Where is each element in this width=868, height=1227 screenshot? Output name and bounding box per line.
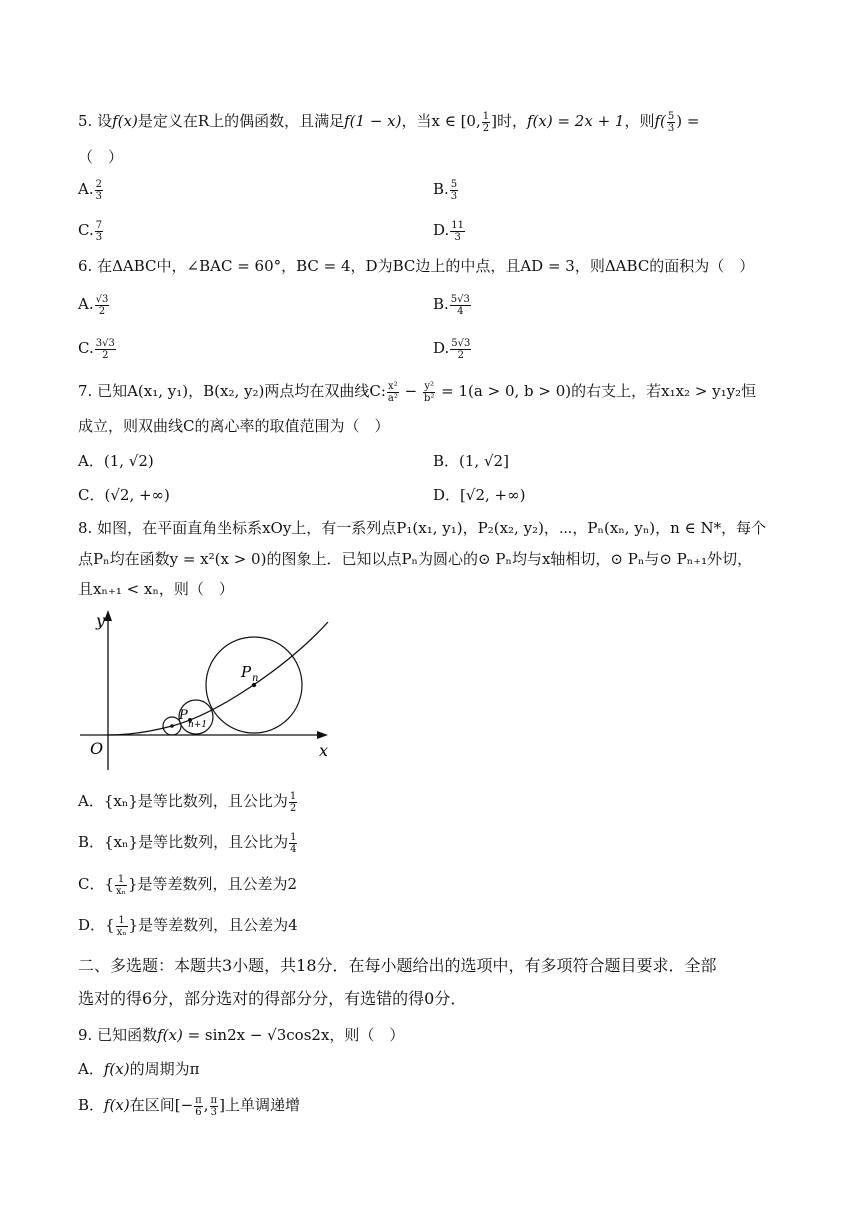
pn-label: P <box>241 663 252 681</box>
section2-line1: 二、多选题：本题共3小题，共18分．在每小题给出的选项中，有多项符合题目要求．全部 <box>78 956 717 975</box>
x-label: x <box>319 741 329 760</box>
q8-line2: 点Pₙ均在函数y = x²(x > 0)的图象上．已知以点Pₙ为圆心的⊙ Pₙ均与x轴相切，⊙ Pₙ与⊙ Pₙ₊₁外切， <box>78 550 753 568</box>
point-small <box>170 724 174 728</box>
q5-text-a: 是定义在R上的偶函数，且满足 <box>137 112 345 130</box>
q6-option-c[interactable]: C. $\frac{3√3}{2}$ <box>78 337 115 361</box>
q9-text: 9. 已知函数f(x) = sin2x − √3cos2x，则（ ） <box>78 1026 405 1044</box>
q5-f-2x1: f(x) = 2x + 1 <box>526 112 625 130</box>
q5-five-thirds: $\frac{5}{3}$ <box>667 110 675 134</box>
q5-option-d[interactable]: D. $\frac{11}{3}$ <box>433 219 464 243</box>
q8-line3: 且xₙ₊₁ < xₙ，则（ ） <box>78 580 234 598</box>
q5-f-1mx: f(1 − x) <box>344 112 402 130</box>
q5-line1 <box>78 110 699 134</box>
q8-option-b[interactable]: B．{xₙ}是等比数列，且公比为 $\frac{1}{4}$ <box>78 831 297 855</box>
q5-text-b: ，当x ∈ [0, <box>401 112 481 130</box>
q5-eq: = <box>682 112 700 130</box>
origin-label: O <box>90 739 104 758</box>
q5-f53: f( <box>654 112 666 130</box>
q5-close: ) <box>676 112 683 130</box>
parabola-curve <box>108 622 328 735</box>
q5-fx: f(x) <box>112 112 138 130</box>
q6-option-b[interactable]: B. $\frac{5√3}{4}$ <box>433 293 470 317</box>
q9-option-b[interactable]: B．f(x)在区间[− $\frac{\pi}{6}$ , $\frac{\pi}{3}$ ]上单调递增 <box>78 1094 300 1118</box>
q8-line1: 8. 如图，在平面直角坐标系xOy上，有一系列点P₁(x₁, y₁)，P₂(x₂, y₂)，⋯，Pₙ(xₙ, yₙ)，n ∈ N*，每个 <box>78 519 767 537</box>
section2-line2: 选对的得6分，部分选对的得部分分，有选错的得0分． <box>78 989 467 1008</box>
y-axis-arrow-icon <box>104 610 112 621</box>
q7-option-c[interactable]: C．(√2, +∞) <box>78 486 170 504</box>
q5-prefix: 5. 设 <box>78 112 113 130</box>
q8-option-c[interactable]: C．{ $\frac{1}{\text{xₙ}}$ }是等差数列，且公差为2 <box>78 873 298 897</box>
q7-option-b[interactable]: B．(1, √2] <box>433 452 509 470</box>
q9-option-a[interactable]: A．f(x)的周期为π <box>78 1060 200 1078</box>
q8-option-d[interactable]: D．{ $\frac{1}{\text{xₙ}}$ }是等差数列，且公差为4 <box>78 914 298 938</box>
q5-text-c: ]时， <box>491 112 527 130</box>
y-label: y <box>96 611 106 630</box>
pn1-sub: n+1 <box>188 720 208 730</box>
q7-option-a[interactable]: A．(1, √2) <box>78 452 154 470</box>
q8-option-a[interactable]: A．{xₙ}是等比数列，且公比为 $\frac{1}{2}$ <box>78 790 297 814</box>
q5-text-d: ，则 <box>624 112 655 130</box>
q5-half: $\frac{1}{2}$ <box>482 110 490 134</box>
q5-option-a[interactable]: A. $\frac{2}{3}$ <box>78 178 102 202</box>
x-axis-arrow-icon <box>317 731 328 739</box>
q5-paren: （ ） <box>78 148 124 166</box>
pn1-label: P <box>179 708 188 723</box>
q7-line1: 7. 已知A(x₁, y₁)，B(x₂, y₂)两点均在双曲线C: $\frac{\text{x²}}{\text{a²}}$ − $\frac{\text{y²}}{\text{b²}}$ = 1(a > 0, b > 0)的右支上，若x₁x₂ > y₁y₂恒 <box>78 380 757 404</box>
q6-option-d[interactable]: D. $\frac{5√3}{2}$ <box>433 337 471 361</box>
q7-line2: 成立，则双曲线C的离心率的取值范围为（ ） <box>78 417 390 435</box>
q8-figure <box>78 606 338 778</box>
q7-option-d[interactable]: D．[√2, +∞) <box>433 486 526 504</box>
q5-option-b[interactable]: B. $\frac{5}{3}$ <box>433 178 458 202</box>
q6-option-a[interactable]: A. $\frac{√3}{2}$ <box>78 293 109 317</box>
q6-text: 6. 在ΔABC中，∠BAC = 60°，BC = 4，D为BC边上的中点，且AD = 3，则ΔABC的面积为（ ） <box>78 257 755 275</box>
pn-sub: n <box>252 673 259 684</box>
q5-option-c[interactable]: C. $\frac{7}{3}$ <box>78 219 103 243</box>
